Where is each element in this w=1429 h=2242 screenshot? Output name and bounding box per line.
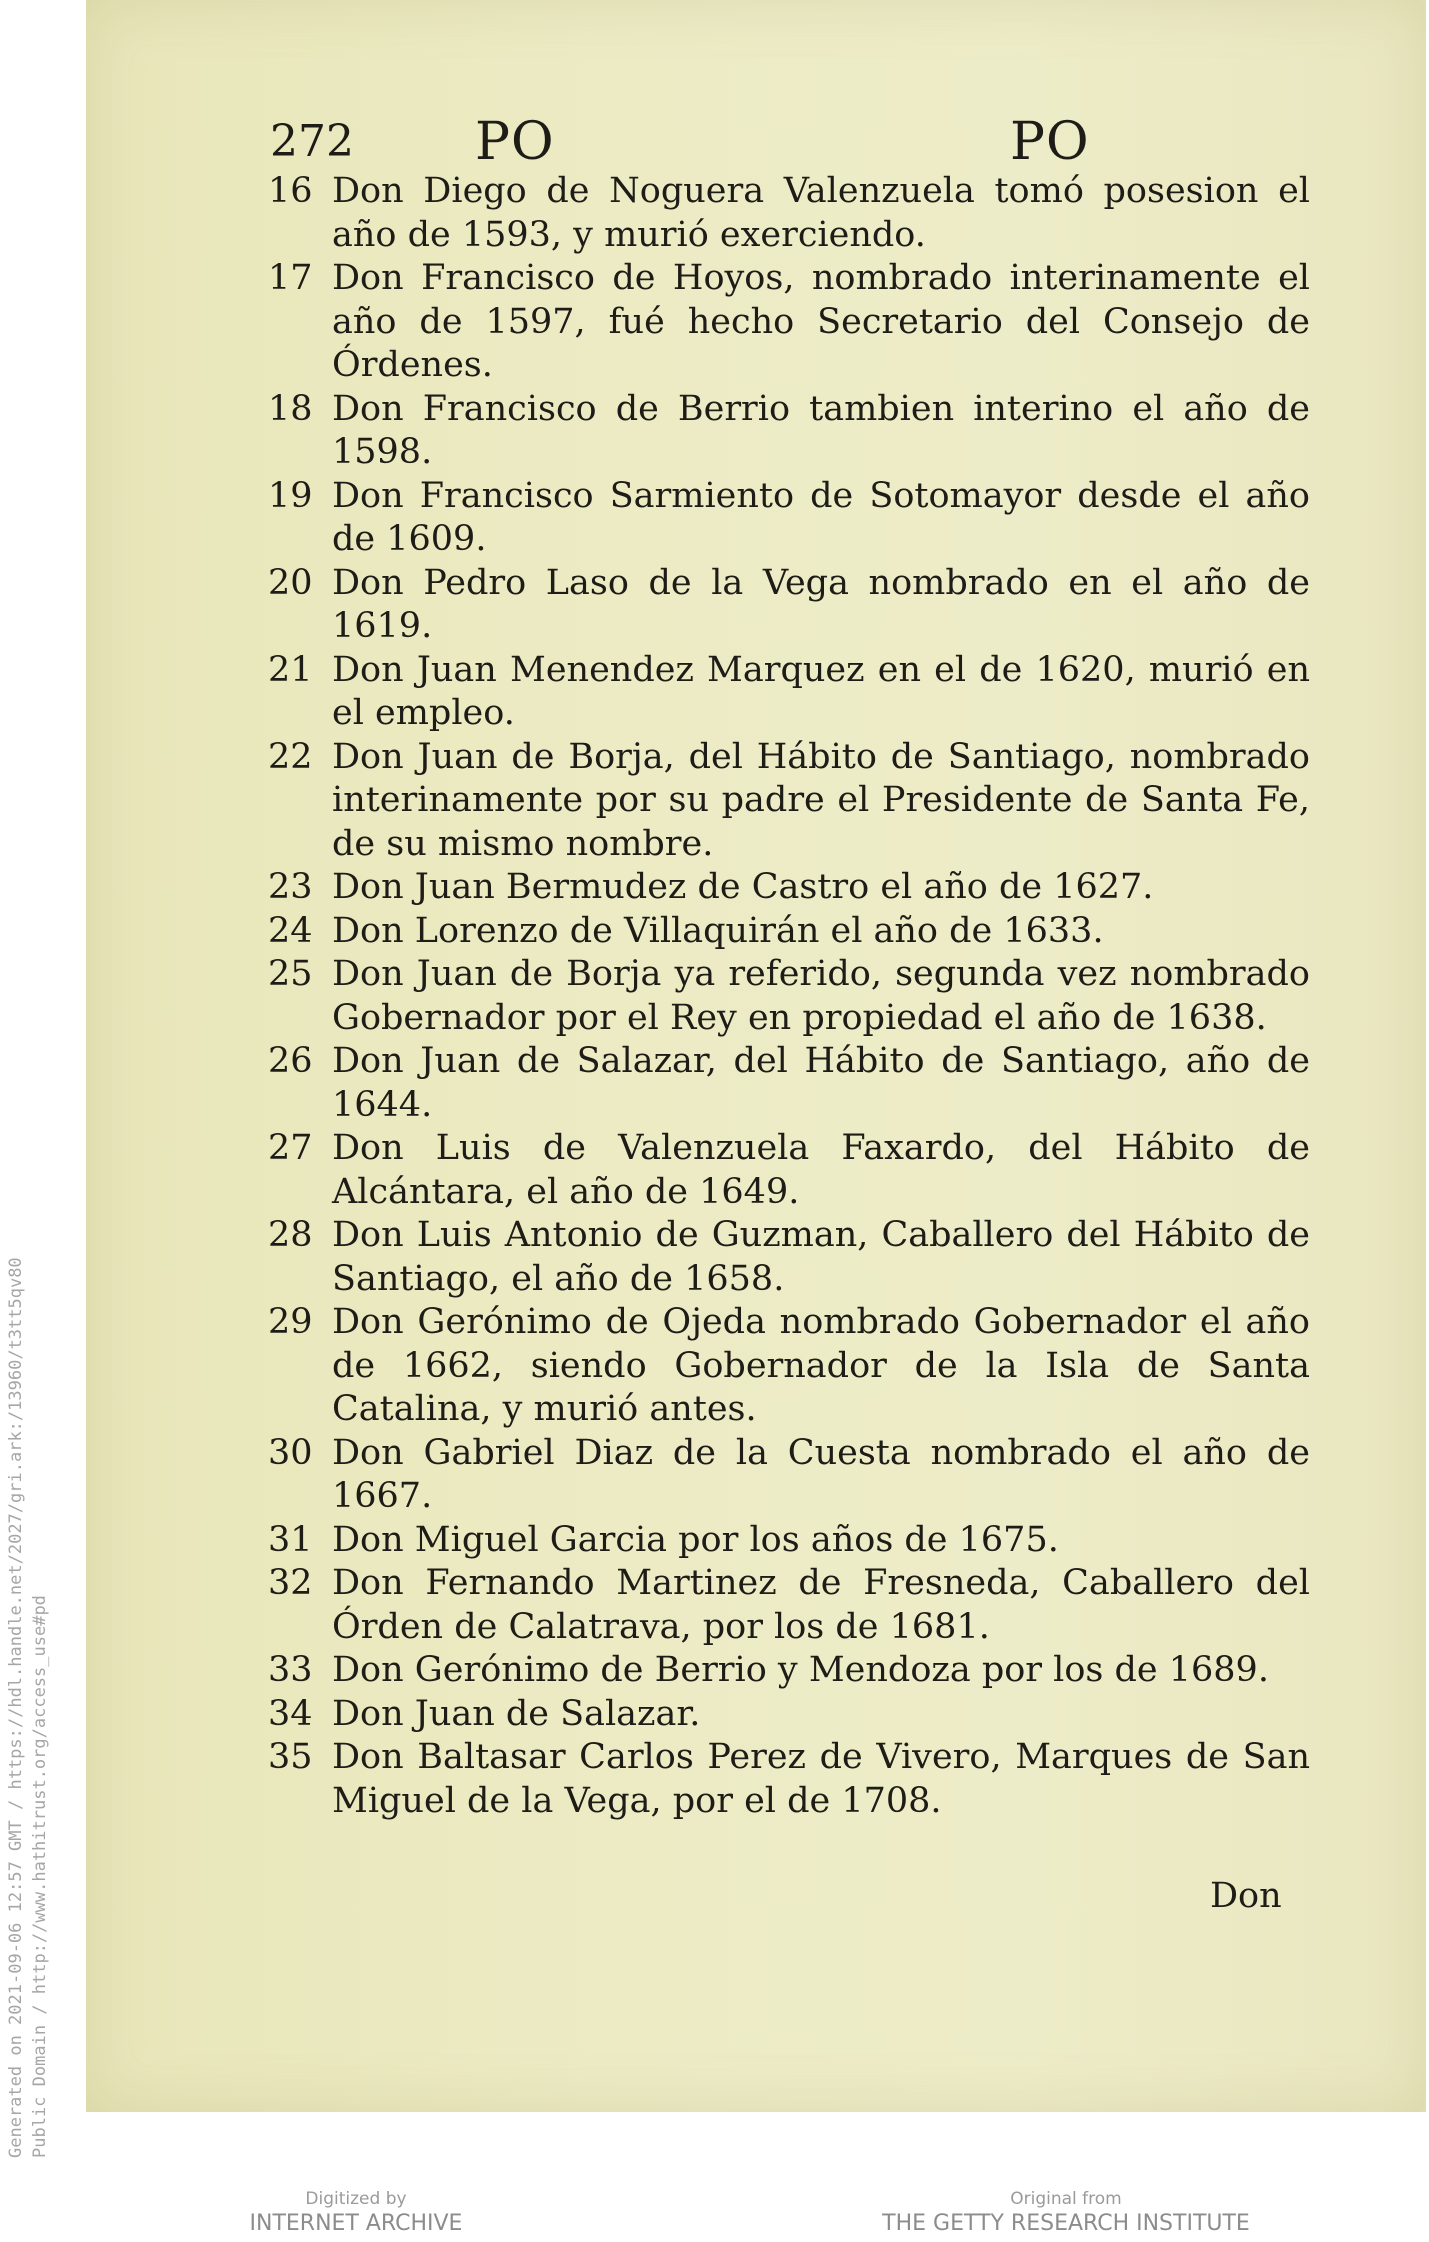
entry-text: Don Gerónimo de Ojeda nombrado Gobernador el año de 1662, siendo Gobernador de la Isla de Santa Catalina, y murió antes.: [332, 1302, 1310, 1429]
entry-text: Don Juan de Borja, del Hábito de Santiago, nombrado interinamente por su padre el Presidente de Santa Fe, de su mismo nombre.: [332, 736, 1310, 864]
public-domain-line: Public Domain / http://www.hathitrust.org/access_use#pd: [30, 1595, 50, 2158]
entry-number: 31: [268, 1519, 313, 1560]
entry-text: Don Francisco Sarmiento de Sotomayor desde el año de 1609.: [332, 475, 1310, 559]
entry-number: 27: [268, 1128, 313, 1168]
list-item: [260, 1432, 1310, 1519]
entry-text: Don Juan Menendez Marquez en el de 1620, murió en el empleo.: [332, 649, 1310, 733]
original-from-credit: [856, 2188, 1276, 2238]
entry-number: 32: [268, 1563, 313, 1603]
entry-text: Don Juan de Salazar.: [332, 1693, 701, 1734]
hathitrust-margin-note: [4, 1257, 52, 2158]
list-item: [260, 1736, 1310, 1823]
entry-number: 18: [268, 388, 313, 429]
entry-number: 23: [268, 867, 313, 907]
original-from-label: Original from: [1010, 2189, 1122, 2209]
entry-text: Don Diego de Noguera Valenzuela tomó posesion el año de 1593, y murió exerciendo.: [332, 171, 1310, 255]
list-item: [260, 1649, 1310, 1693]
entry-number: 34: [268, 1693, 313, 1734]
entry-text: Don Juan de Borja ya referido, segunda vez nombrado Gobernador por el Rey en propiedad el año de 1638.: [332, 954, 1310, 1038]
catchword: Don: [1210, 1876, 1282, 1916]
page-number: 272: [270, 116, 354, 167]
entry-number: 33: [268, 1650, 313, 1690]
getty-institute-label: THE GETTY RESEARCH INSTITUTE: [882, 2211, 1250, 2236]
running-head: [270, 112, 1310, 172]
entry-text: Don Fernando Martinez de Fresneda, Caballero del Órden de Calatrava, por los de 1681.: [332, 1563, 1310, 1647]
list-item: [260, 1214, 1310, 1301]
list-item: [260, 475, 1310, 562]
entry-text: Don Juan Bermudez de Castro el año de 1627.: [332, 867, 1154, 907]
list-item: [260, 1693, 1310, 1737]
entry-number: 20: [268, 562, 313, 603]
entry-text: Don Pedro Laso de la Vega nombrado en el año de 1619.: [332, 562, 1310, 646]
entry-number: 19: [268, 475, 313, 516]
entry-text: Don Luis de Valenzuela Faxardo, del Hábito de Alcántara, el año de 1649.: [332, 1128, 1310, 1212]
list-item: [260, 866, 1310, 910]
entry-number: 26: [268, 1041, 313, 1081]
list-item: [260, 1127, 1310, 1214]
list-item: [260, 388, 1310, 475]
list-item: [260, 562, 1310, 649]
entry-number: 21: [268, 649, 313, 690]
entry-text: Don Francisco de Berrio tambien interino el año de 1598.: [332, 388, 1310, 472]
list-item: [260, 736, 1310, 867]
list-item: [260, 1040, 1310, 1127]
generated-line: Generated on 2021-09-06 12:57 GMT / https://hdl.handle.net/2027/gri.ark:/13960/t3tt5qv80: [6, 1257, 26, 2158]
list-item: [260, 1301, 1310, 1432]
entry-number: 30: [268, 1432, 313, 1473]
internet-archive-label: INTERNET ARCHIVE: [249, 2211, 463, 2236]
entry-number: 16: [268, 171, 313, 211]
list-item: [260, 1562, 1310, 1649]
digitized-by-credit: [146, 2188, 566, 2238]
entry-text: Don Miguel Garcia por los años de 1675.: [332, 1519, 1059, 1560]
entry-number: 24: [268, 910, 313, 951]
entry-number: 28: [268, 1215, 313, 1255]
list-item: [260, 649, 1310, 736]
entry-number: 35: [268, 1737, 313, 1777]
list-item: [260, 257, 1310, 388]
running-head-left: PO: [475, 112, 555, 172]
entry-text: Don Gabriel Diaz de la Cuesta nombrado el año de 1667.: [332, 1432, 1310, 1516]
list-item: [260, 1519, 1310, 1563]
list-item: [260, 170, 1310, 257]
entry-text: Don Lorenzo de Villaquirán el año de 1633.: [332, 910, 1104, 951]
digitized-by-label: Digitized by: [305, 2189, 407, 2209]
running-head-right: PO: [1010, 112, 1090, 172]
governor-list: [260, 170, 1310, 1823]
entry-text: Don Luis Antonio de Guzman, Caballero del Hábito de Santiago, el año de 1658.: [332, 1215, 1310, 1299]
entry-number: 29: [268, 1302, 313, 1342]
list-item: [260, 953, 1310, 1040]
entry-text: Don Gerónimo de Berrio y Mendoza por los de 1689.: [332, 1650, 1269, 1690]
entry-text: Don Francisco de Hoyos, nombrado interinamente el año de 1597, fué hecho Secretario del Consejo de Órdenes.: [332, 258, 1310, 385]
entry-text: Don Juan de Salazar, del Hábito de Santiago, año de 1644.: [332, 1041, 1310, 1125]
entry-text: Don Baltasar Carlos Perez de Vivero, Marques de San Miguel de la Vega, por el de 1708.: [332, 1737, 1310, 1821]
entry-number: 17: [268, 258, 313, 298]
entry-number: 22: [268, 736, 313, 777]
entry-number: 25: [268, 954, 313, 994]
list-item: [260, 910, 1310, 954]
